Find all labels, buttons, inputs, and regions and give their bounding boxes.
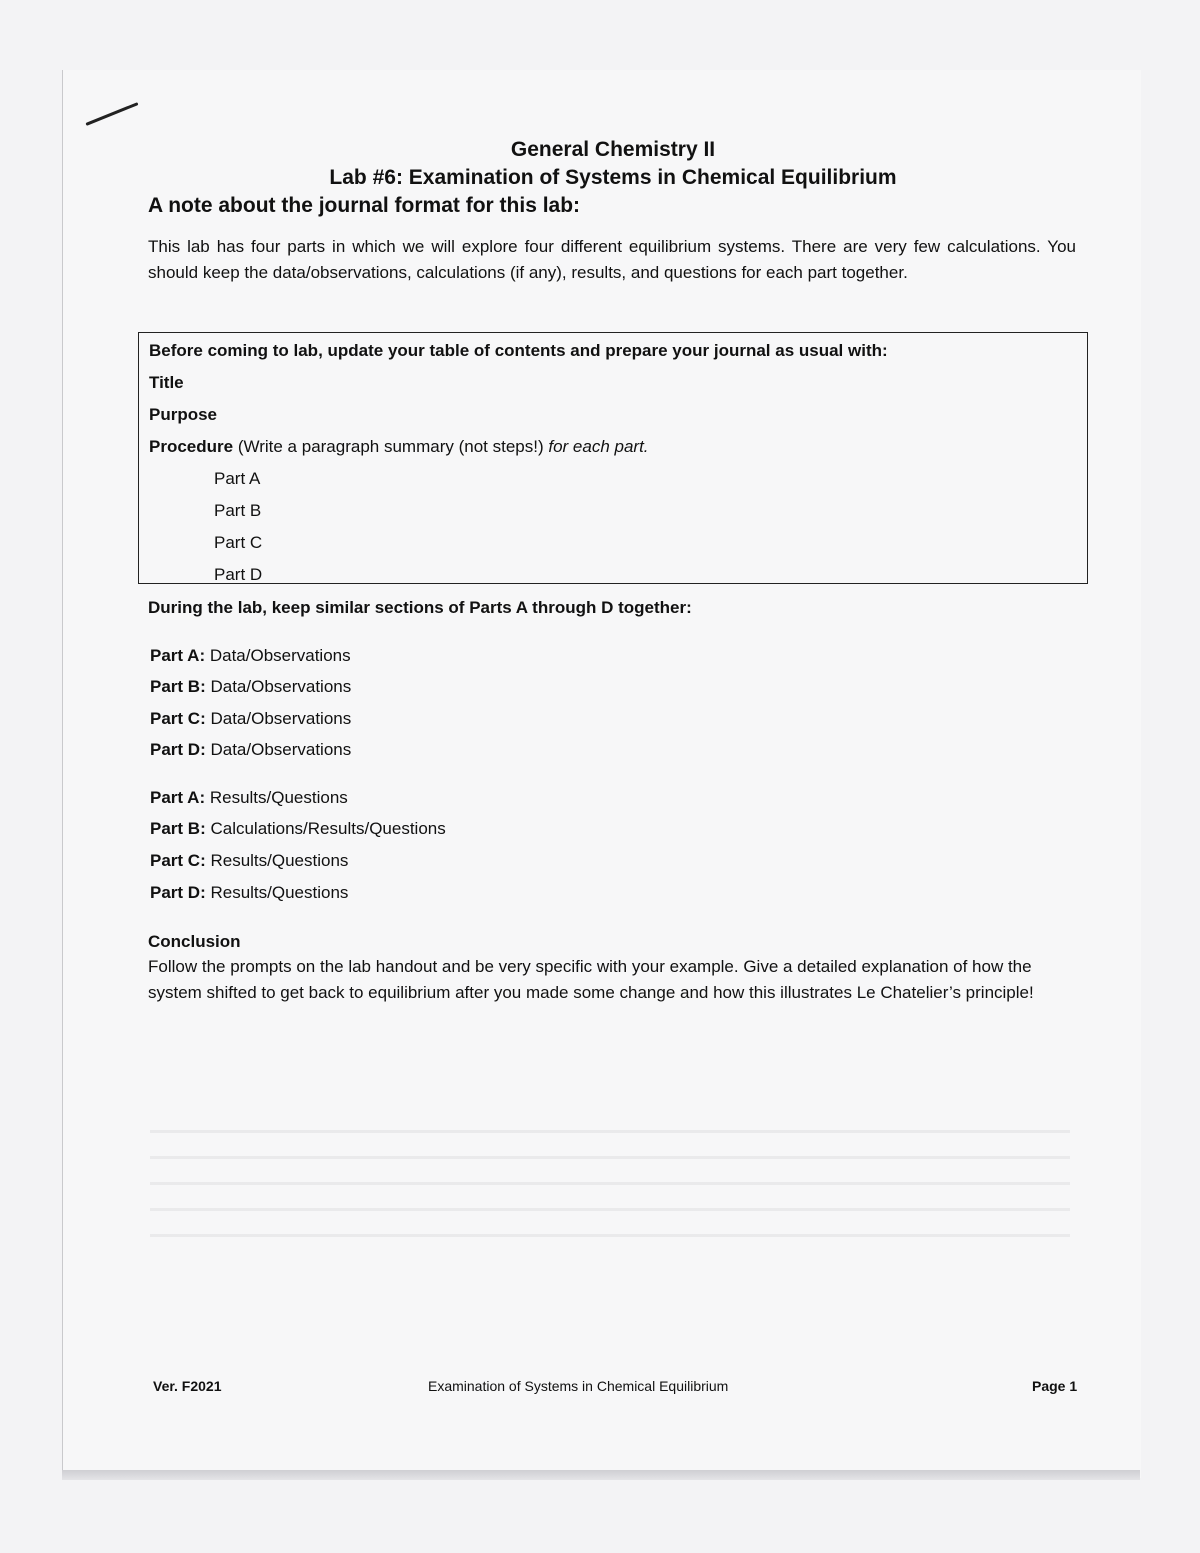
- bleed-through-text: [150, 1130, 1070, 1240]
- list-item: Part C: Data/Observations: [150, 709, 352, 728]
- lab-title: Lab #6: Examination of Systems in Chemical Equilibrium: [329, 166, 897, 189]
- procedure-line: [149, 437, 649, 457]
- intro-paragraph: This lab has four parts in which we will explore four different equilibrium systems. There are very few calculations. You should keep the data/observations, calculations (if any), results, and questions for each part together.: [148, 237, 1076, 282]
- prep-box: [138, 332, 1088, 584]
- list-item: Part D: Results/Questions: [150, 883, 349, 902]
- footer-version: Ver. F2021: [153, 1378, 222, 1394]
- procedure-italic: for each part.: [548, 437, 649, 456]
- list-item: Part C: Results/Questions: [150, 851, 349, 870]
- prep-box-heading: Before coming to lab, update your table of contents and prepare your journal as usual with:: [149, 341, 888, 360]
- list-item: Part A: Data/Observations: [150, 646, 351, 665]
- footer-page-number: Page 1: [1032, 1378, 1078, 1394]
- note-heading: A note about the journal format for this lab:: [148, 194, 581, 217]
- conclusion-heading: Conclusion: [148, 932, 241, 951]
- footer-title: Examination of Systems in Chemical Equilibrium: [428, 1378, 729, 1394]
- part-a-item: Part A: [214, 469, 261, 488]
- list-item: Part B: Calculations/Results/Questions: [150, 819, 446, 838]
- title-label: Title: [149, 373, 184, 392]
- procedure-text: (Write a paragraph summary (not steps!): [233, 437, 549, 456]
- part-d-item: Part D: [214, 565, 263, 584]
- part-c-item: Part C: [214, 533, 263, 552]
- procedure-label: Procedure: [149, 437, 234, 456]
- conclusion-text: Follow the prompts on the lab handout and be very specific with your example. Give a detailed explanation of how the system shifted to get back to equilibrium after you made some change and how this illustrates Le Chatelier’s principle!: [148, 957, 1034, 1002]
- list-item: Part A: Results/Questions: [150, 788, 348, 807]
- part-b-item: Part B: [214, 501, 262, 520]
- list-item: Part D: Data/Observations: [150, 740, 352, 759]
- paper-bottom-edge: [62, 1470, 1140, 1480]
- course-title: General Chemistry II: [510, 138, 716, 161]
- during-lab-heading: During the lab, keep similar sections of Parts A through D together:: [148, 598, 692, 617]
- purpose-label: Purpose: [149, 405, 218, 424]
- list-item: Part B: Data/Observations: [150, 677, 352, 696]
